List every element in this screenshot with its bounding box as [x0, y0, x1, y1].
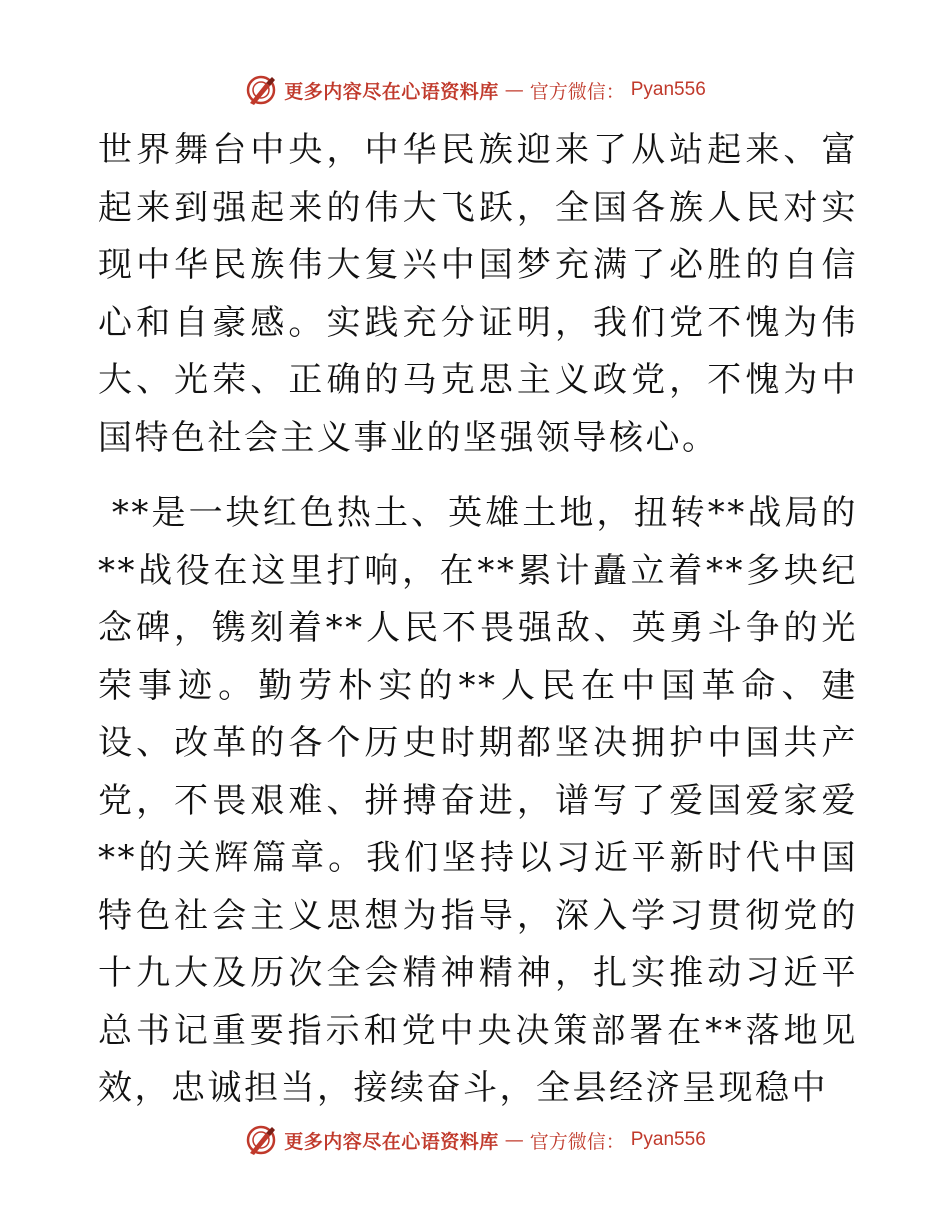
paragraph-1: 世界舞台中央，中华民族迎来了从站起来、富起来到强起来的伟大飞跃，全国各族人民对实现中华民族伟大复兴中国梦充满了必胜的自信心和自豪感。实践充分证明，我们党不愧为伟大、光荣、正确的马克思主义政党，不愧为中国特色社会主义事业的坚强领导核心。 — [98, 130, 858, 458]
footer-banner — [0, 1120, 950, 1160]
document-body — [98, 122, 858, 1118]
header-wechat-id: Pyan556 — [630, 79, 706, 100]
footer-brand-text: 更多内容尽在心语资料库 — [284, 1130, 499, 1153]
footer-dash: — — [504, 1129, 524, 1151]
paragraph-2: **是一块红色热土、英雄土地，扭转**战局的**战役在这里打响，在**累计矗立着**多块纪念碑，镌刻着**人民不畏强敌、英勇斗争的光荣事迹。勤劳朴实的**人民在中国革命、建设、改革的各个历史时期都坚决拥护中国共产党，不畏艰难、拼搏奋进，谱写了爱国爱家爱**的关辉篇章。我们坚持以习近平新时代中国特色社会主义思想为指导，深入学习贯彻党的十九大及历次全会精神精神，扎实推动习近平总书记重要指示和党中央决策部署在**落地见效，忠诚担当，接续奋斗，全县经济呈现稳中 — [98, 493, 859, 1108]
header-dash: — — [504, 79, 524, 101]
header-banner — [0, 70, 950, 110]
footer-wechat-label: 官方微信： — [529, 1130, 625, 1153]
header-wechat-label: 官方微信： — [529, 80, 625, 103]
seal-pen-icon — [244, 73, 278, 107]
seal-pen-icon — [244, 1123, 278, 1157]
footer-wechat-id: Pyan556 — [630, 1129, 706, 1150]
header-brand-text: 更多内容尽在心语资料库 — [284, 80, 499, 103]
